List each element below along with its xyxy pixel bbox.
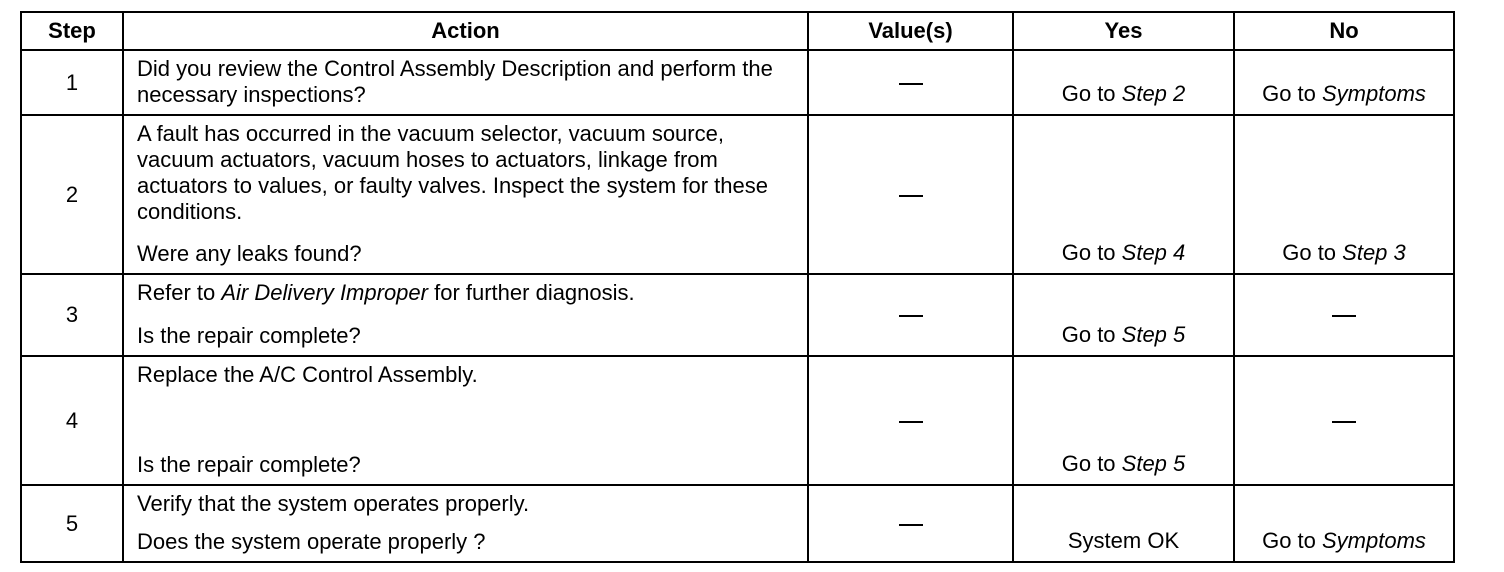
table-header: [21, 12, 1454, 50]
no-prefix: Go to: [1262, 81, 1322, 106]
value-cell: [808, 274, 1013, 356]
action-cell: [123, 274, 808, 356]
no-prefix: Go to: [1282, 240, 1343, 265]
no-cell: [1234, 485, 1454, 562]
yes-cell: [1013, 115, 1234, 274]
yes-prefix: Go to: [1061, 322, 1122, 347]
header-no: No: [1234, 12, 1454, 50]
action-question: Is the repair complete?: [137, 452, 361, 477]
step-number: 4: [21, 356, 123, 485]
action-text: Replace the A/C Control Assembly.: [137, 362, 478, 387]
yes-cell: [1013, 50, 1234, 115]
action-text: A fault has occurred in the vacuum selector, vacuum source, vacuum actuators, vacuum hoses to actuators, linkage from actuators to values, or faulty valves. Inspect the system for these conditions.: [137, 121, 768, 224]
action-cell: [123, 485, 808, 562]
step-number: 2: [21, 115, 123, 274]
yes-prefix: Go to: [1061, 240, 1122, 265]
diagnostic-table: [20, 11, 1455, 563]
yes-step-reference: Step 2: [1121, 81, 1186, 106]
action-question: Were any leaks found?: [137, 241, 362, 266]
yes-prefix: Go to: [1061, 81, 1122, 106]
header-step: Step: [21, 12, 123, 50]
table-row: [21, 356, 1454, 485]
value-cell: [808, 50, 1013, 115]
action-text: Verify that the system operates properly.: [137, 491, 530, 516]
action-question: Is the repair complete?: [137, 323, 361, 348]
header-row: [21, 12, 1454, 50]
dash-mark: [899, 524, 923, 526]
action-cell: [123, 115, 808, 274]
header-values: Value(s): [808, 12, 1013, 50]
yes-step-reference: Step 5: [1121, 451, 1186, 476]
no-cell: [1234, 356, 1454, 485]
action-prefix: Refer to: [137, 280, 222, 305]
no-cell: [1234, 274, 1454, 356]
dash-mark: [1332, 421, 1356, 423]
dash-mark: [899, 315, 923, 317]
no-cell: [1234, 50, 1454, 115]
air-delivery-reference: Air Delivery Improper: [221, 280, 428, 305]
action-suffix: for further diagnosis.: [427, 280, 635, 305]
dash-mark: [899, 83, 923, 85]
step-number: 3: [21, 274, 123, 356]
yes-prefix: Go to: [1061, 451, 1122, 476]
header-yes: Yes: [1013, 12, 1234, 50]
header-action: Action: [123, 12, 808, 50]
action-text: Did you review the Control Assembly Description and perform the necessary inspections?: [137, 56, 773, 107]
dash-mark: [1332, 315, 1356, 317]
value-cell: [808, 356, 1013, 485]
no-symptoms-reference: Symptoms: [1322, 81, 1426, 106]
action-cell: [123, 50, 808, 115]
no-cell: [1234, 115, 1454, 274]
action-text: [137, 280, 797, 306]
table-row: [21, 50, 1454, 115]
action-question: Does the system operate properly ?: [137, 529, 486, 554]
step-number: 1: [21, 50, 123, 115]
no-step-reference: Step 3: [1342, 240, 1406, 265]
dash-mark: [899, 421, 923, 423]
action-cell: [123, 356, 808, 485]
no-symptoms-reference: Symptoms: [1322, 528, 1426, 553]
yes-cell: [1013, 274, 1234, 356]
table-row: [21, 274, 1454, 356]
value-cell: [808, 115, 1013, 274]
step-number: 5: [21, 485, 123, 562]
yes-cell: System OK: [1013, 485, 1234, 562]
table-row: [21, 485, 1454, 562]
table-row: [21, 115, 1454, 274]
value-cell: [808, 485, 1013, 562]
dash-mark: [899, 195, 923, 197]
yes-step-reference: Step 4: [1121, 240, 1186, 265]
yes-cell: [1013, 356, 1234, 485]
yes-step-reference: Step 5: [1121, 322, 1186, 347]
no-prefix: Go to: [1262, 528, 1322, 553]
